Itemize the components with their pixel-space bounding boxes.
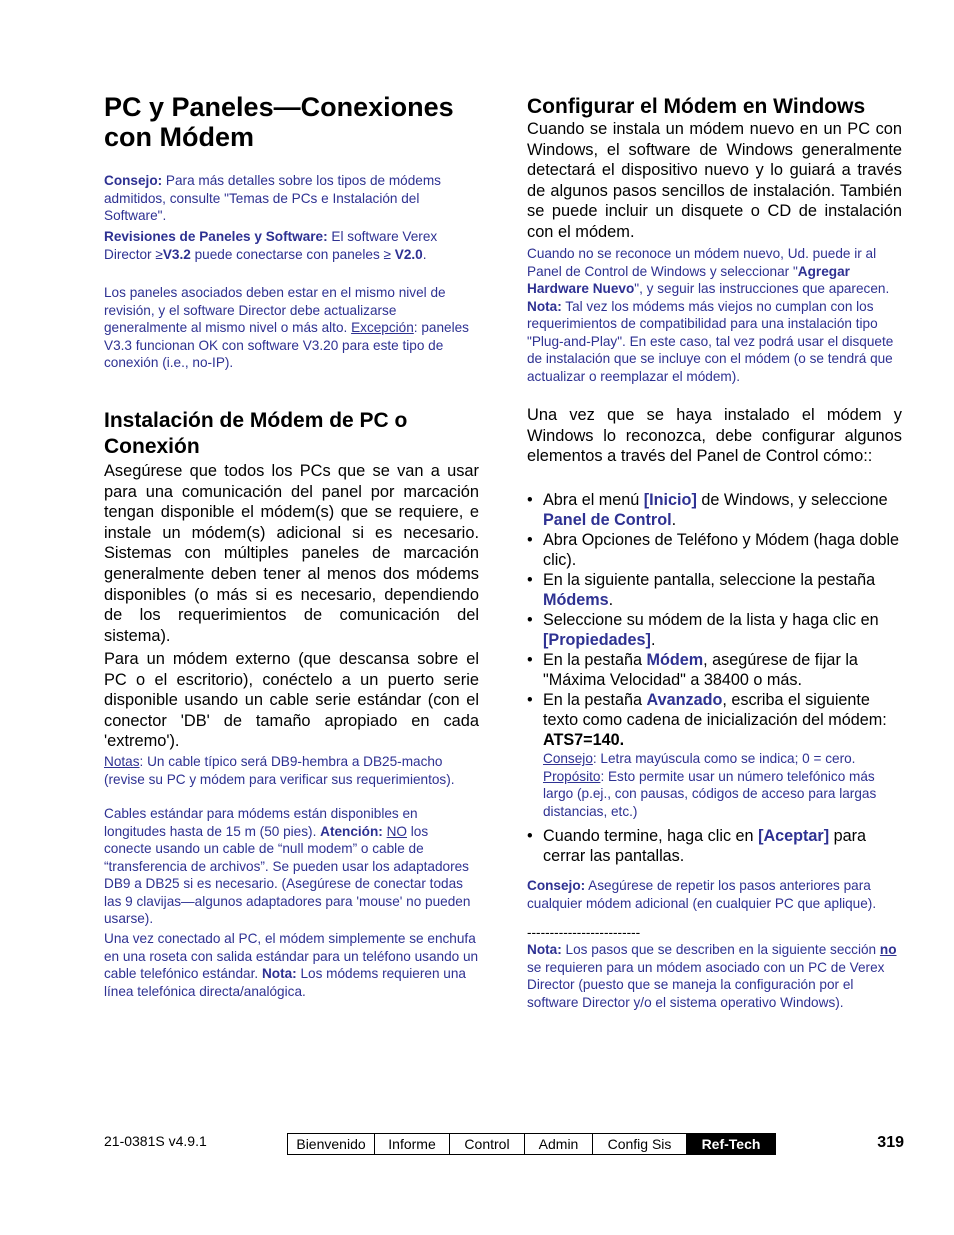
step-item: • Cuando termine, haga clic en [Aceptar] para cerrar las pantallas.	[527, 827, 867, 865]
step-item: • En la siguiente pantalla, seleccione la pestaña Módems.	[527, 571, 876, 609]
step-item: • Seleccione su módem de la lista y haga clic en [Propiedades].	[527, 611, 879, 649]
divider-line: -------------------------	[527, 925, 641, 940]
paragraph-asegurese: Asegúrese que todos los PCs que se van a usar para una comunicación del panel por marcación tengan disponible el módem(s) que se requiere, e instale un módem(s) adicional si es necesario. Sistemas con múltiples paneles de marcación generalmente deben tener al menos dos módems disponibles (o más si es necesario, dependiendo de los requerimientos de comunicación del sistema).	[104, 462, 479, 645]
nav-tab-informe[interactable]: Informe	[375, 1134, 450, 1154]
tip-cables-estandar: Cables estándar para módems están disponibles en longitudes hasta de 15 m (50 pies). Atención: NO los conecte usando un cable de “null modem” o cable de “transferencia de archivos”. Se pueden usar los adaptadores DB9 a DB25 si es necesario. (Asegúrese de conectar todas las 9 clavijas—algunos adaptadores para 'mouse' no pueden usarse).	[104, 806, 471, 926]
step-item: • Abra el menú [Inicio] de Windows, y seleccione Panel de Control.	[527, 491, 888, 529]
page-title: PC y Paneles—Conexiones con Módem	[104, 92, 454, 152]
page-footer	[104, 1133, 904, 1155]
footer-nav	[287, 1133, 776, 1155]
tip-revisiones-detalle: Los paneles asociados deben estar en el mismo nivel de revisión, y el software Director debe actualizarse generalmente al mismo nivel o más alto. Excepción: paneles V3.3 funcionan OK con software V3.20 para este tipo de conexión (i.e., no-IP).	[104, 285, 469, 370]
nav-tab-ref-tech[interactable]: Ref-Tech	[687, 1134, 775, 1154]
section-heading-instalacion: Instalación de Módem de PC o Conexión	[104, 409, 408, 458]
tip-agregar-hardware: Cuando no se reconoce un módem nuevo, Ud. puede ir al Panel de Control de Windows y seleccionar "Agregar Hardware Nuevo", y seguir las instrucciones que aparecen. Nota: Tal vez los módems más viejos no cumplan con los requerimientos de compatibilidad para una instalación tipo "Plug-and-Play". En este caso, tal vez podrá usar el disquete de instalación que se incluye con el módem (o se tendrá que actualizar o reemplazar el módem).	[527, 246, 894, 384]
step-item: • En la pestaña Módem, asegúrese de fijar la "Máxima Velocidad" a 38400 o más.	[527, 651, 858, 689]
section-heading-configurar: Configurar el Módem en Windows	[527, 95, 866, 118]
tip-detalles: Consejo: Para más detalles sobre los tipos de módems admitidos, consulte "Temas de PCs e Instalación del Software".	[104, 173, 441, 223]
step-item: • En la pestaña Avanzado, escriba el siguiente texto como cadena de inicialización del módem: ATS7=140. Consejo: Letra mayúscula como se indica; 0 = cero. Propósito: Esto permite usar un número telefónico más largo (p.ej., con pausas, códigos de acceso para largas distancias, etc.)	[527, 690, 902, 820]
paragraph-modem-externo: Para un módem externo (que descansa sobre el PC o el escritorio), conéctelo a un puerto serie disponible usando un cable serie estándar (con el conector 'DB' de tamaño apropiado en cada 'extremo').	[104, 650, 479, 751]
nav-tab-control[interactable]: Control	[450, 1134, 525, 1154]
page-number: 319	[877, 1134, 904, 1151]
tip-repetir-pasos: Consejo: Asegúrese de repetir los pasos anteriores para cualquier módem adicional (en cualquier PC que aplique).	[527, 878, 877, 911]
nav-tab-config-sis[interactable]: Config Sis	[593, 1134, 687, 1154]
tip-conexion-telefono: Una vez conectado al PC, el módem simplemente se enchufa en una roseta con salida estándar para un teléfono usando un cable telefónico estándar. Nota: Los módems requieren una línea telefónica directa/analógica.	[104, 931, 479, 999]
paragraph-modem-nuevo: Cuando se instala un módem nuevo en un PC con Windows, el software de Windows generalmente detectará el dispositivo nuevo y lo guiará a través de algunos pasos sencillos de instalación. También se puede incluir un disquete o CD de instalación con el módem.	[527, 120, 902, 241]
document-id: 21-0381S v4.9.1	[104, 1133, 207, 1149]
nota-verex-director: Nota: Los pasos que se describen en la siguiente sección no se requieren para un módem asociado con un PC de Verex Director (puesto que se maneja la configuración por el software Director y/o el sistema operativo Windows).	[527, 942, 897, 1010]
paragraph-configurar-elementos: Una vez que se haya instalado el módem y Windows lo reconozca, debe configurar algunos elementos a través del Panel de Control cómo::	[527, 406, 902, 466]
nav-tab-admin[interactable]: Admin	[525, 1134, 593, 1154]
step-item: • Abra Opciones de Teléfono y Módem (haga doble clic).	[527, 531, 900, 569]
step-subnote-consejo: Consejo: Letra mayúscula como se indica; 0 = cero.	[543, 751, 856, 766]
nav-tab-bienvenido[interactable]: Bienvenido	[288, 1134, 375, 1154]
steps-list	[527, 490, 902, 866]
tip-notas-cable: Notas: Un cable típico será DB9-hembra a DB25-macho (revise su PC y módem para verificar sus requerimientos).	[104, 754, 455, 787]
step-subnote-proposito: Propósito: Esto permite usar un número telefónico más largo (p.ej., con pausas, códigos de acceso para largas distancias, etc.)	[543, 768, 877, 819]
tip-revisiones: Revisiones de Paneles y Software: El software Verex Director ≥V3.2 puede conectarse con paneles ≥ V2.0.	[104, 229, 438, 262]
